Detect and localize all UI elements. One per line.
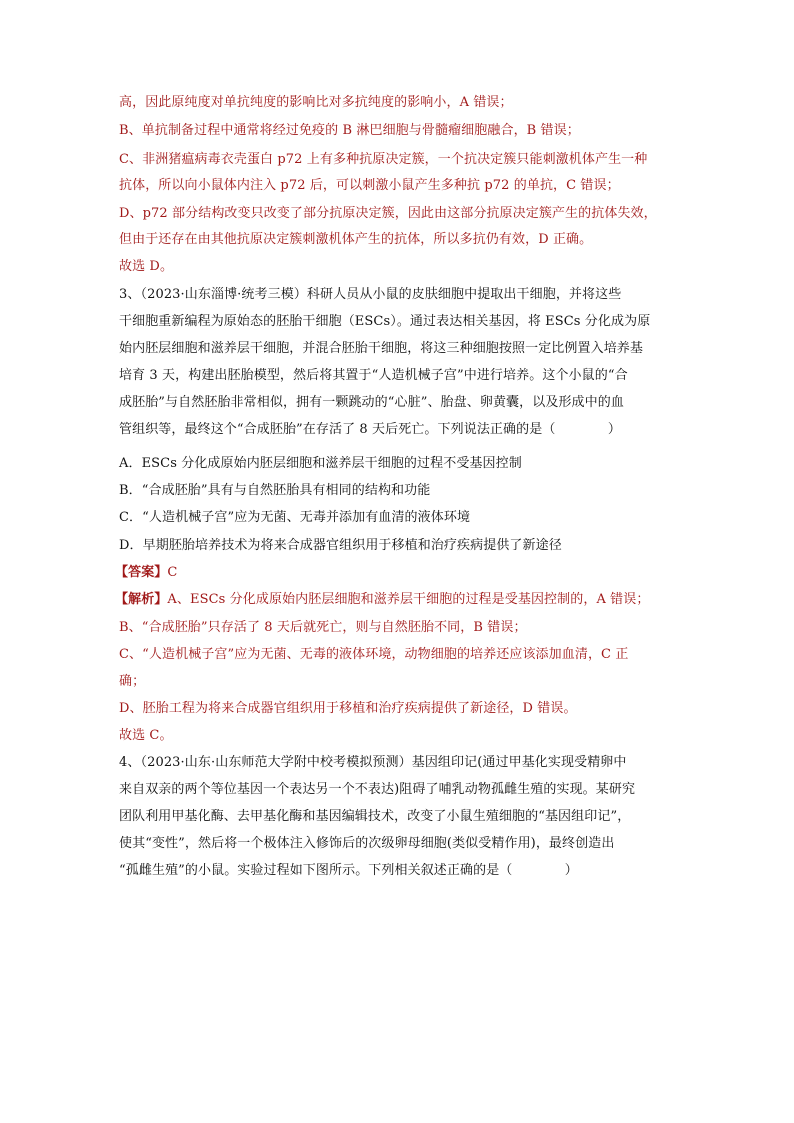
analysis-line: B、“合成胚胎”只存活了 8 天后就死亡，则与自然胚胎不同，B 错误； (119, 620, 527, 635)
question-stem-line: 3、（2023·山东淄博·统考三模）科研人员从小鼠的皮肤细胞中提取出干细胞，并将这些 (119, 287, 622, 302)
question-stem-line: 管组织等，最终这个“合成胚胎”在存活了 8 天后死亡。下列说法正确的是（ ） (119, 422, 621, 437)
analysis-line: D、胚胎工程为将来合成器官组织用于移植和治疗疾病提供了新途径，D 错误。 (119, 701, 577, 716)
analysis-line: D、p72 部分结构改变只改变了部分抗原决定簇，因此由这部分抗原决定簇产生的抗体失效， (119, 206, 657, 221)
option-b: B．“合成胚胎”具有与自然胚胎具有相同的结构和功能 (119, 483, 431, 498)
answer-value: C (167, 565, 178, 580)
question-stem-line: 干细胞重新编程为原始态的胚胎干细胞（ESCs）。通过表达相关基因，将 ESCs 分化成为原 (119, 314, 651, 329)
conclusion-text: 故选 C。 (119, 728, 173, 743)
analysis-line: 但由于还存在由其他抗原决定簇刺激机体产生的抗体，所以多抗仍有效，D 正确。 (119, 232, 593, 247)
analysis-label: 【解析】 (115, 592, 168, 607)
analysis-text: A、ESCs 分化成原始内胚层细胞和滋养层干细胞的过程是受基因控制的，A 错误； (167, 592, 650, 607)
analysis-line: 抗体，所以向小鼠体内注入 p72 后，可以刺激小鼠产生多种抗 p72 的单抗，C 错误； (119, 178, 620, 193)
question-stem-line: 始内胚层细胞和滋养层干细胞，并混合胚胎干细胞，将这三种细胞按照一定比例置入培养基 (119, 341, 644, 356)
question-stem-line: 4、（2023·山东·山东师范大学附中校考模拟预测）基因组印记(通过甲基化实现受精卵中 (119, 755, 627, 770)
question-stem-line: 使其“变性”，然后将一个极体注入修饰后的次级卵母细胞(类似受精作用)，最终创造出 (119, 836, 615, 851)
conclusion-text: 故选 D。 (119, 259, 174, 274)
option-c: C．“人造机械子宫”应为无菌、无毒并添加有血清的液体环境 (119, 510, 471, 525)
analysis-line: 确； (119, 674, 146, 689)
question-stem-line: 成胚胎”与自然胚胎非常相似，拥有一颗跳动的“心脏”、胎盘、卵黄囊，以及形成中的血 (119, 395, 624, 410)
analysis-line: C、非洲猪瘟病毒衣壳蛋白 p72 上有多种抗原决定簇，一个抗决定簇只能刺激机体产生一种 (119, 152, 648, 167)
question-stem-line: “孤雌生殖”的小鼠。实验过程如下图所示。下列相关叙述正确的是（ ） (119, 863, 578, 878)
answer-line (115, 564, 675, 582)
analysis-first-line (115, 591, 675, 609)
analysis-line: 高，因此原纯度对单抗纯度的影响比对多抗纯度的影响小，A 错误； (119, 95, 513, 110)
question-stem-line: 来自双亲的两个等位基因一个表达另一个不表达)阻碍了哺乳动物孤雌生殖的实现。某研究 (119, 782, 636, 797)
analysis-line: C、“人造机械子宫”应为无菌、无毒的液体环境，动物细胞的培养还应该添加血清，C 正 (119, 647, 629, 662)
answer-label: 【答案】 (115, 565, 168, 580)
option-d: D．早期胚胎培养技术为将来合成器官组织用于移植和治疗疾病提供了新途径 (119, 538, 562, 553)
question-stem-line: 培育 3 天，构建出胚胎模型，然后将其置于“人造机械子宫”中进行培养。这个小鼠的“合 (119, 368, 628, 383)
option-a: A．ESCs 分化成原始内胚层细胞和滋养层干细胞的过程不受基因控制 (119, 456, 522, 471)
analysis-line: B、单抗制备过程中通常将经过免疫的 B 淋巴细胞与骨髓瘤细胞融合，B 错误； (119, 123, 580, 138)
question-stem-line: 团队利用甲基化酶、去甲基化酶和基因编辑技术，改变了小鼠生殖细胞的“基因组印记”， (119, 809, 631, 824)
